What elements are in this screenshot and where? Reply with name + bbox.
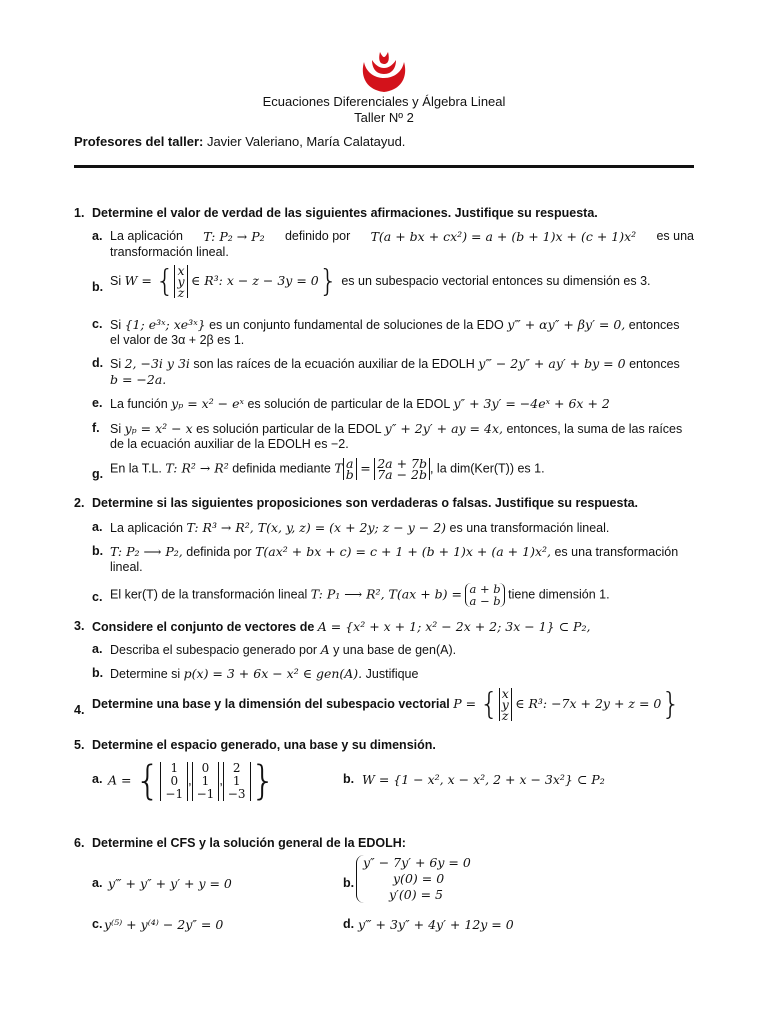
q6-b-label: b. — [343, 876, 355, 890]
question-6-number: 6. — [74, 836, 85, 850]
q4-right-brace: } — [661, 687, 681, 722]
q2-b-line1: T: P₂ ⟶ P₂, definida por T(ax² + bx + c) = c + 1 + (b + 1)x + (a + 1)x², es una transformación — [110, 544, 679, 559]
q1-a-text2: definido por — [284, 229, 351, 243]
q5-b-label: b. — [343, 772, 355, 786]
q3-b-line: Determine si p(x) = 3 + 6x − x² ∈ gen(A). Justifique — [110, 666, 419, 681]
document-title: Ecuaciones Diferenciales y Álgebra Lineal — [262, 94, 506, 109]
q1-g-label: g. — [92, 467, 104, 481]
q5-a-vector-2: 0 1 −1 — [192, 762, 220, 801]
document-subtitle: Taller Nº 2 — [354, 110, 414, 125]
question-1-text: Determine el valor de verdad de las siguientes afirmaciones. Justifique su respuesta. — [92, 206, 598, 220]
q1-b-text1: Si — [110, 273, 122, 288]
header-divider — [74, 165, 694, 168]
professors-label: Profesores del taller: — [74, 134, 204, 149]
q6-c-label: c. — [92, 917, 103, 931]
q1-e-line: La función yₚ = x² − eˣ es solución de particular de la EDOL y″ + 3y′ = −4eˣ + 6x + 2 — [110, 396, 610, 411]
q4-left-brace: { — [479, 687, 499, 722]
question-1-number: 1. — [74, 206, 85, 220]
q2-a-label: a. — [92, 520, 103, 534]
q6-d-math: y‴ + 3y″ + 4y′ + 12y = 0 — [358, 917, 514, 932]
q1-c-label: c. — [92, 317, 103, 331]
q1-b-math2: ∈ R³: x − z − 3y = 0 — [191, 272, 319, 288]
q6-a-label: a. — [92, 876, 103, 890]
q5-a-line: A = { 1 0 −1 , 0 1 −1 , 2 1 −3 } — [108, 758, 276, 804]
q6-a-math: y‴ + y″ + y′ + y = 0 — [108, 876, 232, 891]
q6-b-brace — [356, 855, 471, 903]
q3-b-label: b. — [92, 666, 104, 680]
q5-a-right-brace: } — [250, 758, 276, 804]
q1-b-vector: x y z — [174, 265, 187, 298]
q3-a-label: a. — [92, 642, 103, 656]
q2-a-line: La aplicación T: R³ → R², T(x, y, z) = (x + 2y; z − y − 2) es una transformación lineal. — [110, 520, 610, 535]
q6-c-math: y⁽⁵⁾ + y⁽⁴⁾ − 2y″ = 0 — [104, 917, 224, 932]
q1-b-math1: W = — [124, 272, 152, 288]
question-3-number: 3. — [74, 619, 85, 633]
q1-f-line1: Si yₚ = x² − x es solución particular de la EDOL y″ + 2y′ + ay = 4x, entonces, la suma de las raíces — [110, 421, 683, 436]
q1-a-math2: T(a + bx + cx²) = a + (b + 1)x + (c + 1)x² — [370, 229, 637, 244]
q6-b-condition-2: y′(0) = 5 — [389, 887, 443, 902]
q1-b-text2: es un subespacio vectorial entonces su dimensión es 3. — [341, 273, 651, 288]
professors-names: Javier Valeriano, María Calatayud. — [203, 134, 406, 149]
q2-c-column: a + b a − b — [465, 583, 504, 607]
q1-b-line — [110, 264, 651, 299]
q3-a-line: Describa el subespacio generado por A y una base de gen(A). — [110, 642, 457, 657]
q6-d-label: d. — [343, 917, 355, 931]
q5-a-label: a. — [92, 772, 103, 786]
q1-a-label: a. — [92, 229, 103, 243]
question-4-number: 4. — [74, 703, 85, 717]
q1-a-text1: La aplicación — [110, 229, 183, 243]
q2-c-line: El ker(T) de la transformación lineal T: P₁ ⟶ R², T(ax + b) = a + b a − b tiene dimensión 1. — [110, 582, 610, 608]
q5-a-vector-1: 1 0 −1 — [160, 762, 188, 801]
question-3-line: Considere el conjunto de vectores de A = {x² + x + 1; x² − 2x + 2; 3x − 1} ⊂ P₂, — [92, 619, 591, 634]
q1-f-line2: de la ecuación auxiliar de la EDOLH es −2. — [110, 437, 349, 451]
q1-b-right-brace: } — [318, 264, 338, 299]
q2-b-label: b. — [92, 544, 104, 558]
q1-a-text3: es una — [656, 229, 694, 243]
q1-c-line1: Si {1; e³ˣ; xe³ˣ} es un conjunto fundamental de soluciones de la EDO y‴ + αy″ + βy′ = 0, entonces — [110, 317, 680, 332]
question-4-line: Determine una base y la dimensión del subespacio vectorial P = { x y z ∈ R³: −7x + 2y + z = 0} — [92, 686, 681, 723]
q2-b-line2: lineal. — [110, 560, 143, 574]
q1-g-input-vector: a b — [343, 458, 357, 480]
question-2-number: 2. — [74, 496, 85, 510]
question-6-text: Determine el CFS y la solución general de la EDOLH: — [92, 836, 406, 850]
q5-b-math: W = {1 − x², x − x², 2 + x − 3x²} ⊂ P₂ — [362, 772, 605, 787]
q1-c-line2: el valor de 3α + 2β es 1. — [110, 333, 245, 347]
q1-g-line: En la T.L. T: R² → R² definida mediante T a b = 2a + 7b 7a − 2b , la dim(Ker(T)) es 1. — [110, 456, 545, 482]
q6-b-system — [356, 855, 471, 903]
q6-b-condition-1: y(0) = 0 — [393, 871, 445, 886]
q2-c-label: c. — [92, 590, 103, 604]
q1-d-label: d. — [92, 356, 104, 370]
q1-b-left-brace: { — [155, 264, 175, 299]
q1-f-label: f. — [92, 421, 100, 435]
q1-a-line2: transformación lineal. — [110, 245, 229, 259]
question-5-text: Determine el espacio generado, una base y su dimensión. — [92, 738, 436, 752]
professors-line — [74, 134, 405, 149]
university-logo — [356, 46, 412, 94]
q1-a-math1: T: P₂ → P₂ — [203, 229, 265, 244]
q1-a-line1 — [110, 229, 694, 244]
q1-d-line1: Si 2, −3i y 3i son las raíces de la ecuación auxiliar de la EDOLH y‴ − 2y″ + ay′ + by = 0 entonces — [110, 356, 680, 371]
q5-a-vector-3: 2 1 −3 — [223, 762, 251, 801]
question-2-text: Determine si las siguientes proposiciones son verdaderas o falsas. Justifique su respuesta. — [92, 496, 639, 510]
q5-a-left-brace: { — [134, 758, 161, 804]
question-5-number: 5. — [74, 738, 85, 752]
q1-g-output-vector: 2a + 7b 7a − 2b — [374, 458, 430, 480]
q6-b-equation: y″ − 7y′ + 6y = 0 — [363, 855, 471, 870]
q1-d-line2: b = −2a. — [110, 372, 167, 387]
q1-e-label: e. — [92, 396, 103, 410]
q1-b-label: b. — [92, 280, 104, 294]
q4-vector: x y z — [499, 688, 512, 721]
